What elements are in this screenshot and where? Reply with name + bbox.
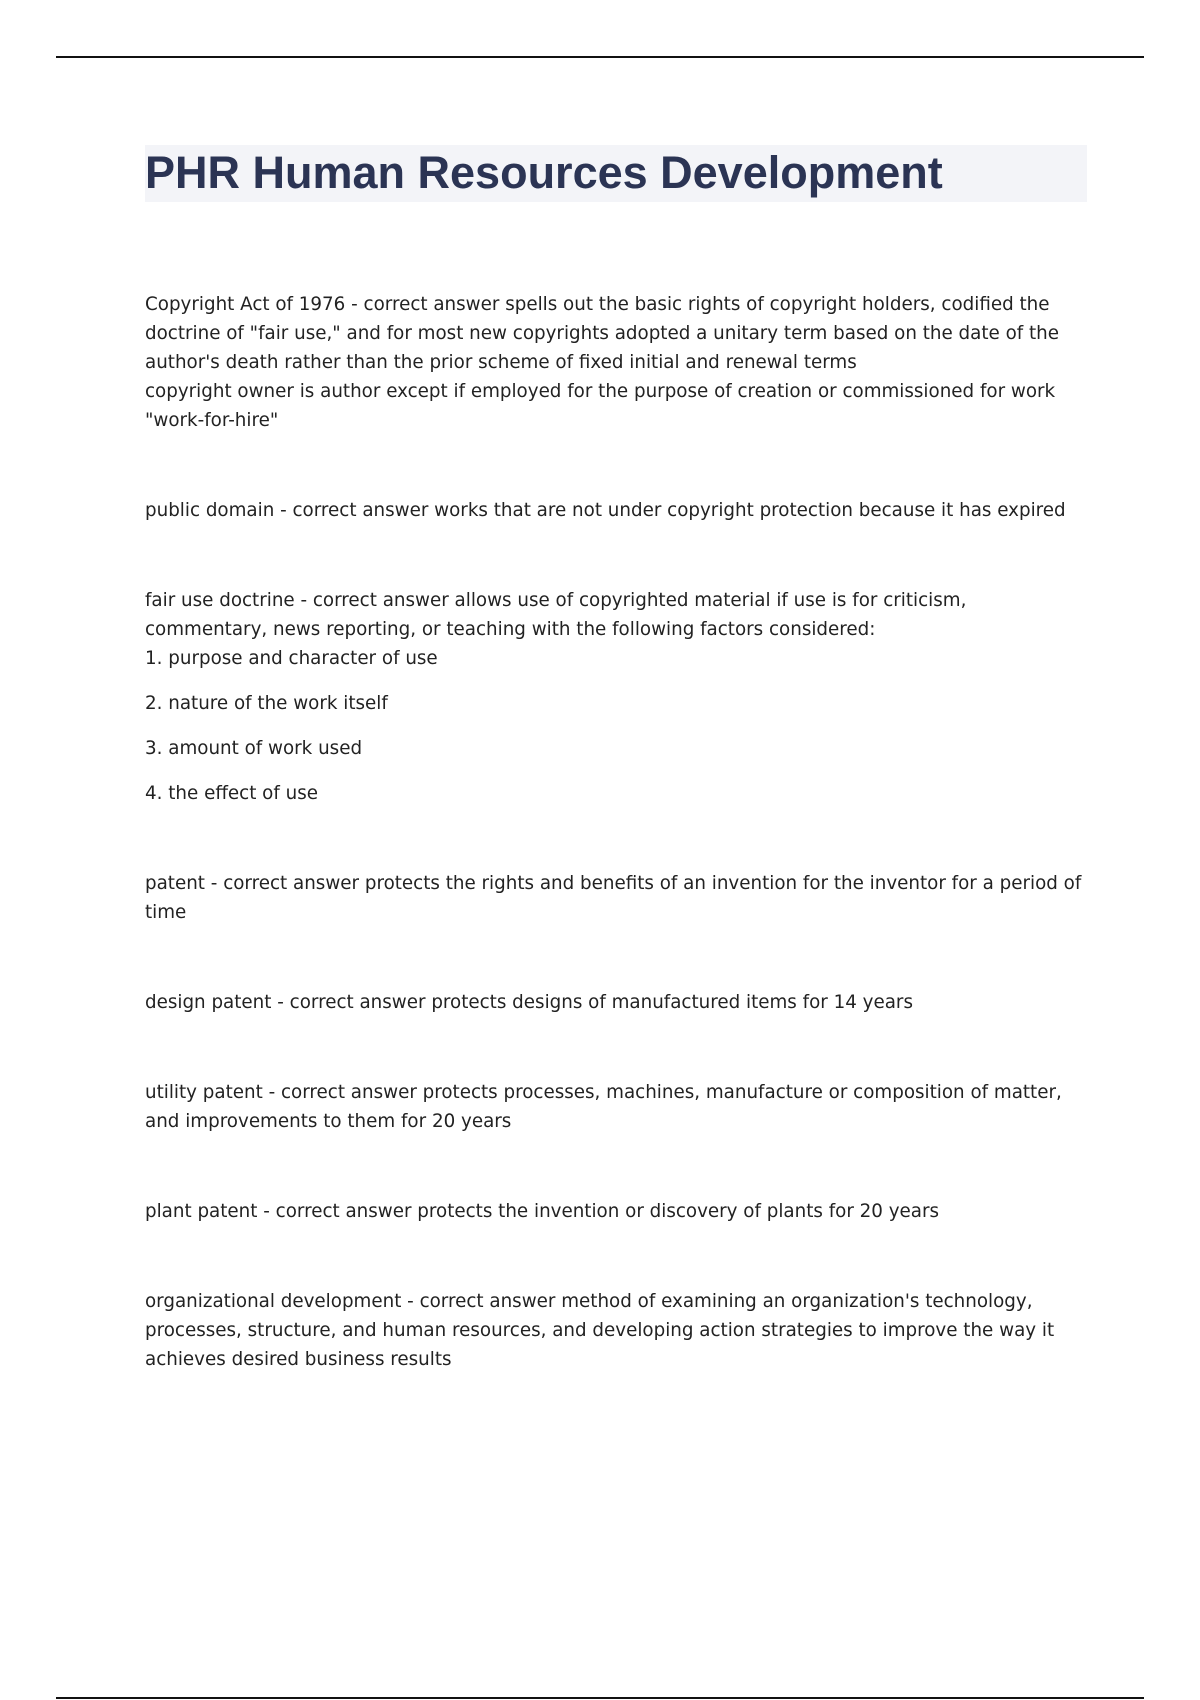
entry-plant-patent: plant patent - correct answer protects the invention or discovery of plants for 20 years [145,1201,940,1222]
top-divider [56,56,1144,58]
list-item: 3. amount of work used [145,738,363,759]
entry-design-patent: design patent - correct answer protects designs of manufactured items for 14 years [145,992,913,1013]
entry-patent: patent - correct answer protects the rights and benefits of an invention for the inventor for a period of time [145,873,1082,923]
entry-copyright-owner: copyright owner is author except if employed for the purpose of creation or commissioned for work "work-for-hire" [145,381,1056,431]
entry-public-domain: public domain - correct answer works that are not under copyright protection because it has expired [145,500,1066,521]
page-title: PHR Human Resources Development [145,147,943,198]
list-item: 4. the effect of use [145,783,318,804]
bottom-divider [56,1697,1144,1699]
entry-organizational-development: organizational development - correct answer method of examining an organization's technology, processes, structure, and human resources, and developing action strategies to improve the way it achieves desired business results [145,1291,1055,1370]
document-body [145,290,1085,1374]
fair-use-factors-list [145,644,1085,808]
list-item: 2. nature of the work itself [145,693,388,714]
entry-fair-use-doctrine: fair use doctrine - correct answer allows use of copyrighted material if use is for criticism, commentary, news reporting, or teaching with the following factors considered: [145,590,967,640]
entry-utility-patent: utility patent - correct answer protects processes, machines, manufacture or composition of matter, and improvements to them for 20 years [145,1082,1062,1132]
list-item: 1. purpose and character of use [145,648,438,669]
entry-copyright-act: Copyright Act of 1976 - correct answer spells out the basic rights of copyright holders, codified the doctrine of "fair use," and for most new copyrights adopted a unitary term based on the date of the author's death rather than the prior scheme of fixed initial and renewal terms [145,294,1060,373]
